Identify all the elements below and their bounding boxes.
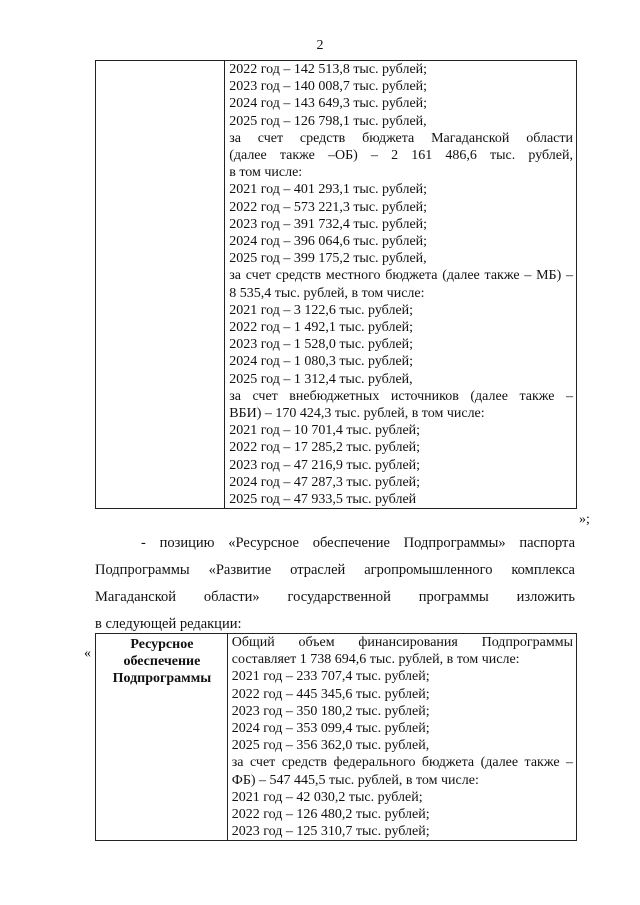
funding-line: за счет средств бюджета Магаданской области — [229, 130, 573, 146]
funding-line: в том числе: — [229, 165, 303, 181]
page-number: 2 — [316, 38, 324, 53]
funding-line: 2023 год – 350 180,2 тыс. рублей; — [231, 703, 430, 719]
funding-line: 2022 год – 142 513,8 тыс. рублей; — [229, 62, 428, 77]
funding-line: 2024 год – 1 080,3 тыс. рублей; — [229, 354, 414, 370]
opening-quote: « — [84, 646, 91, 661]
table-row — [96, 61, 577, 509]
resource-table-new — [95, 633, 577, 841]
instruction-paragraph — [95, 530, 575, 638]
funding-line: 2025 год – 47 933,5 тыс. рублей — [229, 492, 417, 508]
funding-line: ВБИ) – 170 424,3 тыс. рублей, в том числе: — [229, 406, 485, 422]
funding-line: 2023 год – 1 528,0 тыс. рублей; — [229, 337, 414, 353]
funding-line: ФБ) – 547 445,5 тыс. рублей, в том числе: — [231, 772, 479, 788]
funding-line: за счет средств местного бюджета (далее также – МБ) – — [229, 268, 573, 284]
label-cell-empty — [96, 61, 225, 509]
funding-details-cell — [225, 61, 577, 509]
funding-line: 2022 год – 1 492,1 тыс. рублей; — [229, 320, 414, 336]
funding-line: 2023 год – 125 310,7 тыс. рублей; — [231, 824, 430, 840]
paragraph-line: Магаданской области» государственной программы изложить — [95, 589, 575, 605]
funding-line: 2025 год – 356 362,0 тыс. рублей, — [231, 738, 430, 754]
label-line: Ресурсное — [130, 637, 194, 652]
closing-quote: »; — [579, 512, 590, 527]
funding-line: 2024 год – 143 649,3 тыс. рублей; — [229, 96, 428, 112]
funding-line: 2025 год – 1 312,4 тыс. рублей, — [229, 371, 413, 387]
funding-details-cell — [227, 634, 576, 841]
funding-line: 2022 год – 17 285,2 тыс. рублей; — [229, 440, 421, 456]
funding-line: 2022 год – 573 221,3 тыс. рублей; — [229, 199, 428, 215]
funding-line: 2021 год – 3 122,6 тыс. рублей; — [229, 302, 414, 318]
funding-line: 2022 год – 126 480,2 тыс. рублей; — [231, 807, 430, 823]
resource-table-continued — [95, 60, 577, 509]
paragraph-line: в следующей редакции: — [95, 616, 242, 632]
funding-line: 2021 год – 401 293,1 тыс. рублей; — [229, 182, 428, 198]
paragraph-line: - позицию «Ресурсное обеспечение Подпрограммы» паспорта — [141, 535, 575, 551]
funding-line: 2023 год – 140 008,7 тыс. рублей; — [229, 79, 428, 95]
table-row — [96, 634, 577, 841]
paragraph-line: Подпрограммы «Развитие отраслей агропромышленного комплекса — [95, 562, 575, 578]
funding-line: 2024 год – 396 064,6 тыс. рублей; — [229, 234, 428, 250]
funding-line: за счет внебюджетных источников (далее также – — [229, 388, 573, 404]
funding-line: 2021 год – 10 701,4 тыс. рублей; — [229, 423, 421, 439]
funding-line: 2021 год – 42 030,2 тыс. рублей; — [231, 789, 423, 805]
funding-line: 2023 год – 47 216,9 тыс. рублей; — [229, 457, 421, 473]
funding-line: 2024 год – 47 287,3 тыс. рублей; — [229, 474, 421, 490]
funding-line: 2021 год – 233 707,4 тыс. рублей; — [231, 669, 430, 685]
funding-line: 8 535,4 тыс. рублей, в том числе: — [229, 285, 425, 301]
label-cell — [96, 634, 228, 841]
label-line: обеспечение — [123, 654, 201, 670]
funding-line: 2025 год – 399 175,2 тыс. рублей, — [229, 251, 427, 267]
funding-line: составляет 1 738 694,6 тыс. рублей, в том числе: — [231, 652, 520, 668]
funding-line: 2023 год – 391 732,4 тыс. рублей; — [229, 216, 428, 232]
funding-line: Общий объем финансирования Подпрограммы — [231, 635, 573, 650]
funding-line: 2024 год – 353 099,4 тыс. рублей; — [231, 721, 430, 737]
funding-line: 2025 год – 126 798,1 тыс. рублей, — [229, 113, 427, 129]
funding-line: 2022 год – 445 345,6 тыс. рублей; — [231, 686, 430, 702]
funding-line: за счет средств федерального бюджета (далее также – — [231, 755, 573, 771]
funding-line: (далее также –ОБ) – 2 161 486,6 тыс. рублей, — [229, 148, 573, 164]
label-line: Подпрограммы — [112, 671, 212, 687]
